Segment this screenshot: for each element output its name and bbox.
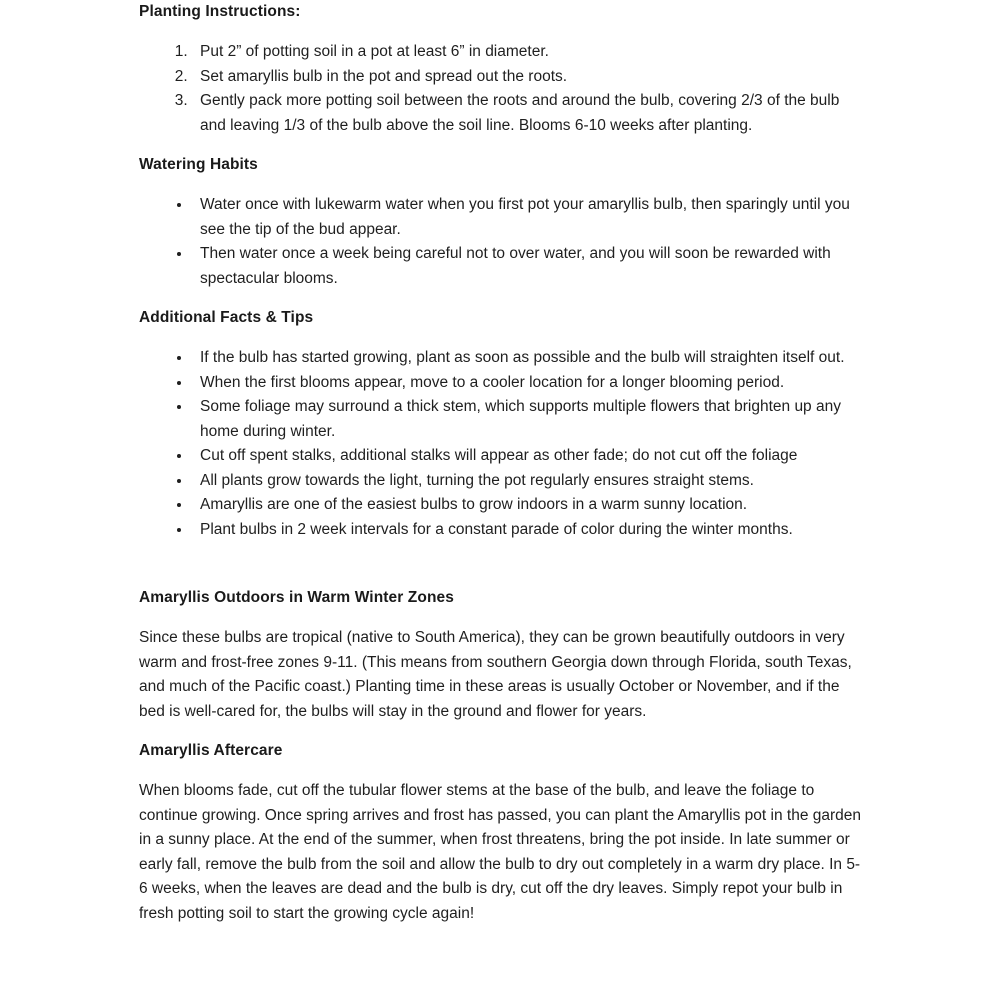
list-item: 2. Set amaryllis bulb in the pot and spread out the roots.	[192, 65, 864, 90]
list-item: • All plants grow towards the light, turning the pot regularly ensures straight stems.	[192, 469, 864, 494]
section-heading: Additional Facts & Tips	[139, 309, 314, 326]
paragraph: Since these bulbs are tropical (native to South America), they can be grown beautifully outdoors in very warm and frost-free zones 9-11. (This means from southern Georgia down through Florida, south Texas, and much of the Pacific coast.) Planting time in these areas is usually October or November, and if the bed is well-cared for, the bulbs will stay in the ground and flower for years.	[139, 629, 852, 720]
section-heading: Amaryllis Outdoors in Warm Winter Zones	[139, 589, 454, 606]
section	[139, 589, 864, 724]
section	[139, 742, 864, 926]
list-item: • Amaryllis are one of the easiest bulbs to grow indoors in a warm sunny location.	[192, 493, 864, 518]
section-heading: Amaryllis Aftercare	[139, 742, 283, 759]
list-item: • Cut off spent stalks, additional stalks will appear as other fade; do not cut off the foliage	[192, 444, 864, 469]
list-item: 3. Gently pack more potting soil between the roots and around the bulb, covering 2/3 of the bulb and leaving 1/3 of the bulb above the soil line. Blooms 6-10 weeks after planting.	[192, 89, 864, 138]
section	[139, 309, 864, 542]
list-item: • When the first blooms appear, move to a cooler location for a longer blooming period.	[192, 371, 864, 396]
section	[139, 3, 864, 138]
list-item: • If the bulb has started growing, plant as soon as possible and the bulb will straighten itself out.	[192, 346, 864, 371]
list-item: 1. Put 2” of potting soil in a pot at least 6” in diameter.	[192, 40, 864, 65]
bullet-list	[139, 346, 864, 542]
numbered-list	[139, 40, 864, 138]
section	[139, 156, 864, 291]
section-heading: Planting Instructions:	[139, 3, 301, 20]
list-item: • Then water once a week being careful not to over water, and you will soon be rewarded with spectacular blooms.	[192, 242, 864, 291]
list-item: • Plant bulbs in 2 week intervals for a constant parade of color during the winter months.	[192, 518, 864, 543]
paragraph: When blooms fade, cut off the tubular flower stems at the base of the bulb, and leave the foliage to continue growing. Once spring arrives and frost has passed, you can plant the Amaryllis pot in the garden in a sunny place. At the end of the summer, when frost threatens, bring the pot inside. In late summer or early fall, remove the bulb from the soil and allow the bulb to dry out completely in a warm dry place. In 5-6 weeks, when the leaves are dead and the bulb is dry, cut off the dry leaves. Simply repot your bulb in fresh potting soil to start the growing cycle again!	[139, 782, 862, 922]
bullet-list	[139, 193, 864, 291]
list-item: • Some foliage may surround a thick stem, which supports multiple flowers that brighten up any home during winter.	[192, 395, 864, 444]
list-item: • Water once with lukewarm water when you first pot your amaryllis bulb, then sparingly until you see the tip of the bud appear.	[192, 193, 864, 242]
section-heading: Watering Habits	[139, 156, 258, 173]
